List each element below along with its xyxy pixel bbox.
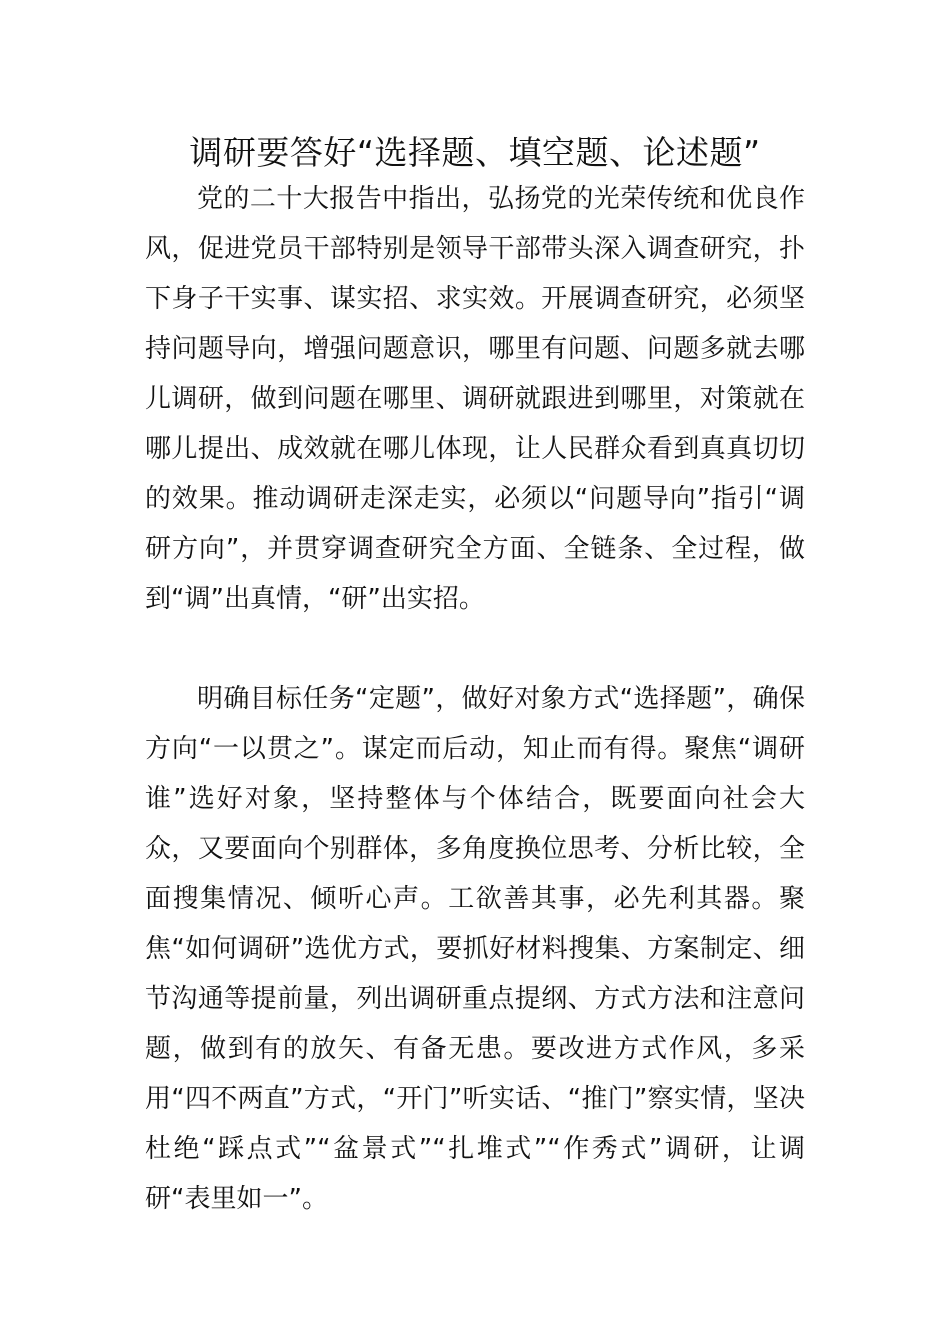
paragraph-2: 明确目标任务“定题”，做好对象方式“选择题”，确保方向“一以贯之”。谋定而后动，知止而有得。聚焦“调研谁”选好对象，坚持整体与个体结合，既要面向社会大众，又要面向个别群体，多角度换位思考、分析比较，全面搜集情况、倾听心声。工欲善其事，必先利其器。聚焦“如何调研”选优方式，要抓好材料搜集、方案制定、细节沟通等提前量，列出调研重点提纲、方式方法和注意问题，做到有的放矢、有备无患。要改进方式作风，多采用“四不两直”方式，“开门”听实话、“推门”察实情，坚决杜绝“踩点式”“盆景式”“扎堆式”“作秀式”调研，让调研“表里如一”。	[145, 684, 805, 1214]
document-title: 调研要答好“选择题、填空题、论述题”	[189, 133, 761, 172]
paragraph-1: 党的二十大报告中指出，弘扬党的光荣传统和优良作风，促进党员干部特别是领导干部带头深入调查研究，扑下身子干实事、谋实招、求实效。开展调查研究，必须坚持问题导向，增强问题意识，哪里有问题、问题多就去哪儿调研，做到问题在哪里、调研就跟进到哪里，对策就在哪儿提出、成效就在哪儿体现，让人民群众看到真真切切的效果。推动调研走深走实，必须以“问题导向”指引“调研方向”，并贯穿调查研究全方面、全链条、全过程，做到“调”出真情，“研”出实招。	[145, 184, 805, 614]
